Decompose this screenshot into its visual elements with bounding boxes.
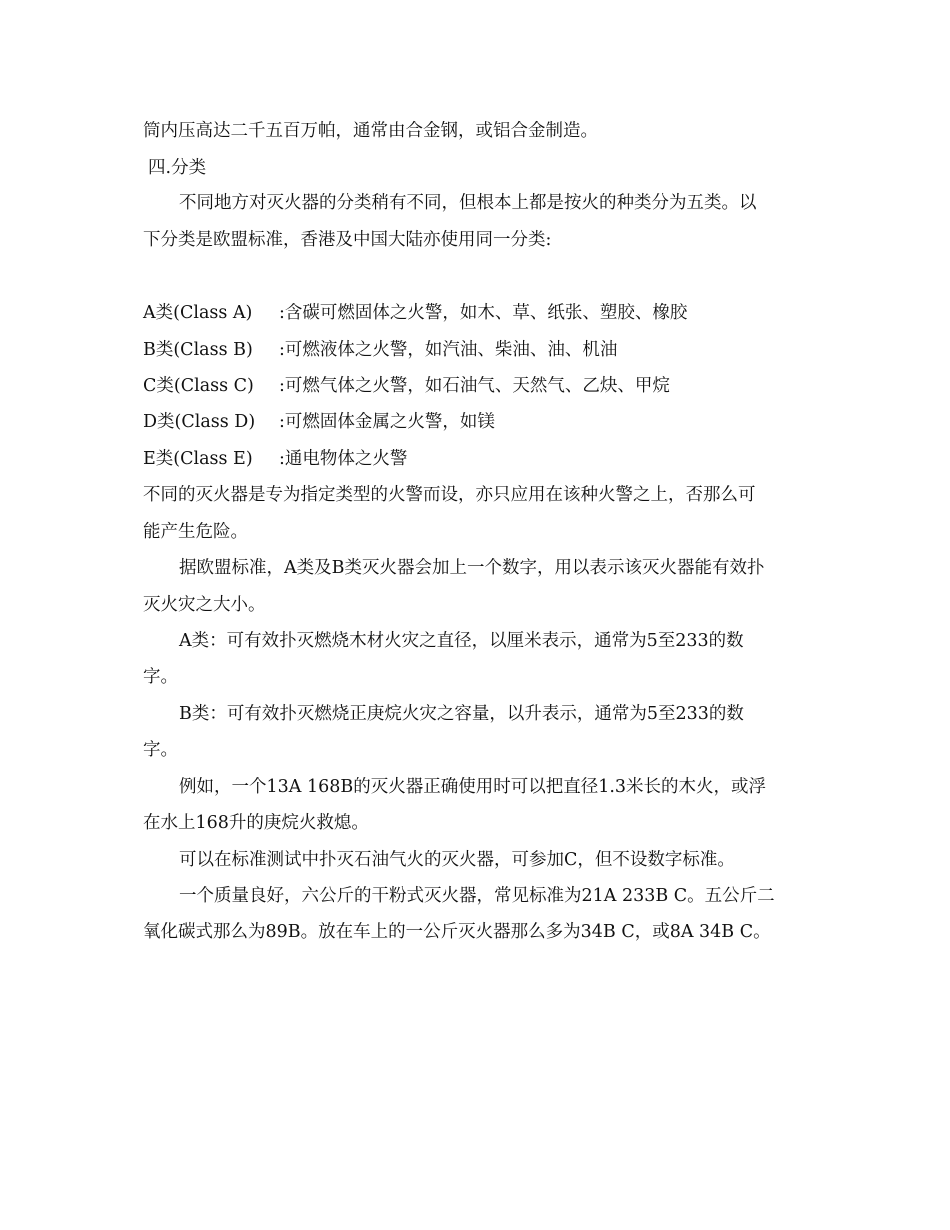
class-code: B类(Class B) [143, 340, 253, 360]
intro-paragraph-line-1: 不同地方对灭火器的分类稍有不同，但根本上都是按火的种类分为五类。以 [179, 193, 757, 213]
class-desc: :可燃液体之火警，如汽油、柴油、油、机油 [279, 340, 618, 360]
class-code: C类(Class C) [143, 376, 254, 396]
class-c-note: 可以在标准测试中扑灭石油气火的灭火器，可参加C，但不设数字标准。 [179, 850, 735, 870]
intro-paragraph-line-2: 下分类是欧盟标准，香港及中国大陆亦使用同一分类: [143, 230, 552, 250]
example-paragraph-line-1: 例如，一个13A 168B的灭火器正确使用时可以把直径1.3米长的木火，或浮 [179, 777, 767, 797]
class-desc: :可燃固体金属之火警，如镁 [279, 412, 495, 432]
rating-paragraph-line-2: 灭火灾之大小。 [143, 595, 266, 615]
class-code: E类(Class E) [143, 449, 253, 469]
class-desc: :含碳可燃固体之火警，如木、草、纸张、塑胶、橡胶 [279, 303, 688, 323]
class-row-e [143, 447, 823, 471]
class-a-rating-line-1: A类：可有效扑灭燃烧木材火灾之直径，以厘米表示，通常为5至233的数 [179, 631, 744, 651]
class-desc: :通电物体之火警 [279, 449, 408, 469]
common-ratings-line-1: 一个质量良好，六公斤的干粉式灭火器，常见标准为21A 233B C。五公斤二 [179, 886, 775, 906]
section-heading: 四.分类 [148, 158, 207, 178]
class-code: A类(Class A) [143, 303, 253, 323]
warning-paragraph-line-2: 能产生危险。 [143, 522, 248, 542]
class-row-c [143, 374, 823, 398]
warning-paragraph-line-1: 不同的灭火器是专为指定类型的火警而设，亦只应用在该种火警之上，否那么可 [143, 485, 756, 505]
common-ratings-line-2: 氧化碳式那么为89B。放在车上的一公斤灭火器那么多为34B C，或8A 34B C。 [143, 922, 771, 942]
class-row-b [143, 338, 823, 362]
class-a-rating-line-2: 字。 [143, 667, 178, 687]
class-row-a [143, 301, 823, 325]
class-desc: :可燃气体之火警，如石油气、天然气、乙炔、甲烷 [279, 376, 670, 396]
class-row-d [143, 410, 823, 434]
class-b-rating-line-2: 字。 [143, 740, 178, 760]
class-b-rating-line-1: B类：可有效扑灭燃烧正庚烷火灾之容量，以升表示，通常为5至233的数 [179, 704, 744, 724]
continuation-line: 筒内压高达二千五百万帕，通常由合金钢，或铝合金制造。 [143, 121, 598, 141]
rating-paragraph-line-1: 据欧盟标准，A类及B类灭火器会加上一个数字，用以表示该灭火器能有效扑 [179, 558, 765, 578]
example-paragraph-line-2: 在水上168升的庚烷火救熄。 [143, 813, 369, 833]
class-code: D类(Class D) [143, 412, 256, 432]
